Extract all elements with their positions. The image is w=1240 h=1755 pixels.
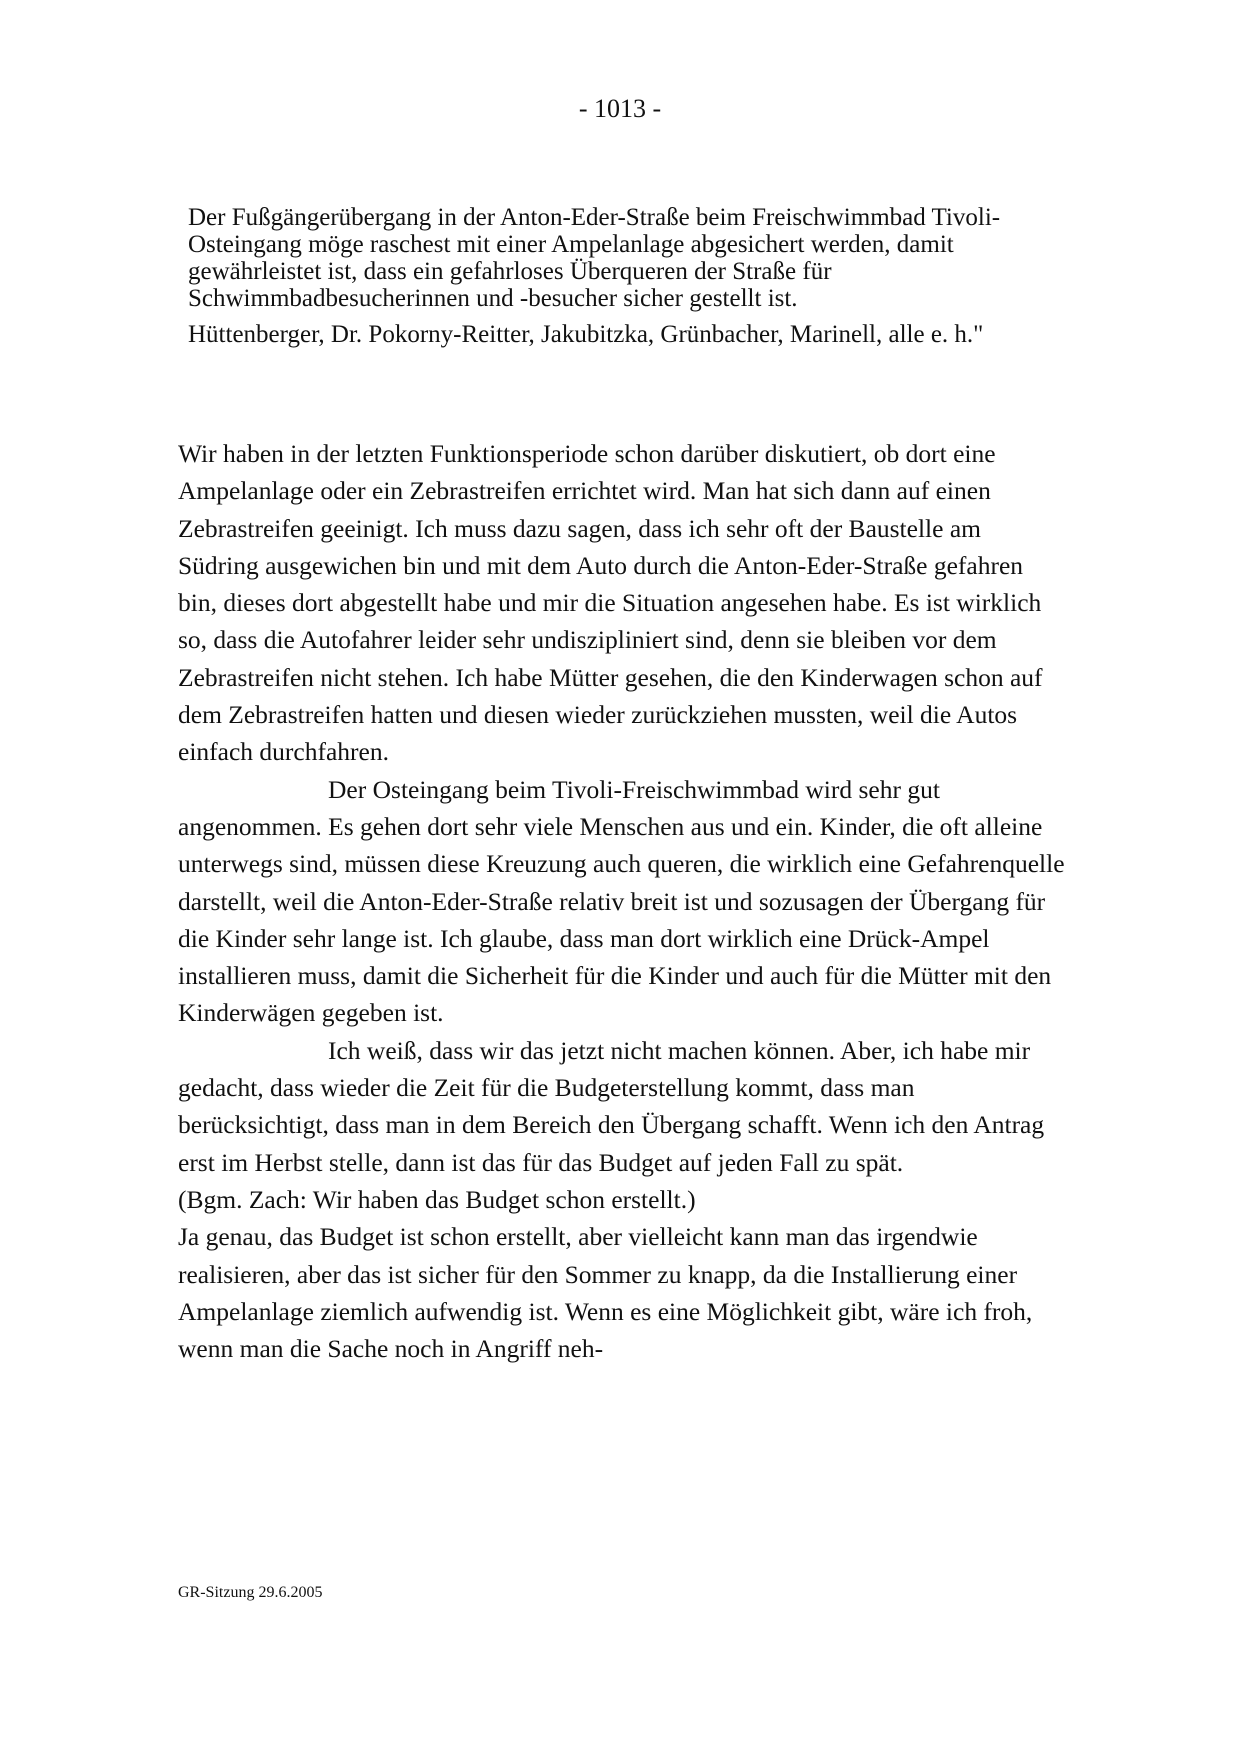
quoted-motion xyxy=(188,204,1068,350)
paragraph: Der Osteingang beim Tivoli-Freischwimmbad wird sehr gut angenommen. Es gehen dort sehr viele Menschen aus und ein. Kinder, die oft alleine unterwegs sind, müssen diese Kreuzung auch queren, die wirklich eine Gefahrenquelle darstellt, weil die Anton-Eder-Straße relativ breit ist und sozusagen der Übergang für die Kinder sehr lange ist. Ich glaube, dass man dort wirklich eine Drück-Ampel installieren muss, damit die Sicherheit für die Kinder und auch für die Mütter mit den Kinderwägen gegeben ist. xyxy=(178,774,1065,1028)
paragraph: Wir haben in der letzten Funktionsperiode schon darüber diskutiert, ob dort eine Ampelanlage oder ein Zebrastreifen errichtet wird. Man hat sich dann auf einen Zebrastreifen geeinigt. Ich muss dazu sagen, dass ich sehr oft der Baustelle am Südring ausgewichen bin und mit dem Auto durch die Anton-Eder-Straße gefahren bin, dieses dort abgestellt habe und mir die Situation angesehen habe. Es ist wirklich so, dass die Autofahrer leider sehr undiszipliniert sind, denn sie bleiben vor dem Zebrastreifen nicht stehen. Ich habe Mütter gesehen, die den Kinderwagen schon auf dem Zebrastreifen hatten und diesen wieder zurückziehen mussten, weil die Autos einfach durchfahren. xyxy=(178,439,1043,767)
paragraph: Ich weiß, dass wir das jetzt nicht machen können. Aber, ich habe mir gedacht, dass wieder die Zeit für die Budgeterstellung kommt, dass man berücksichtigt, dass man in dem Bereich den Übergang schafft. Wenn ich den Antrag erst im Herbst stelle, dann ist das für das Budget auf jeden Fall zu spät. xyxy=(178,1035,1045,1177)
speech-body xyxy=(178,435,1068,1367)
footer-session-date: GR-Sitzung 29.6.2005 xyxy=(178,1584,323,1601)
paragraph: Ja genau, das Budget ist schon erstellt, aber vielleicht kann man das irgendwie realisieren, aber das ist sicher für den Sommer zu knapp, da die Installierung einer Ampelanlage ziemlich aufwendig ist. Wenn es eine Möglichkeit gibt, wäre ich froh, wenn man die Sache noch in Angriff neh- xyxy=(178,1222,1033,1364)
page-number: - 1013 - xyxy=(578,94,662,123)
motion-text: Der Fußgängerübergang in der Anton-Eder-Straße beim Freischwimmbad Tivoli-Osteingang möge raschest mit einer Ampelanlage abgesichert werden, damit gewährleistet ist, dass ein gefahrloses Überqueren der Straße für Schwimmbadbesucherinnen und -besucher sicher gestellt ist. xyxy=(188,204,1001,312)
interjection: (Bgm. Zach: Wir haben das Budget schon erstellt.) xyxy=(178,1184,696,1214)
motion-signers: Hüttenberger, Dr. Pokorny-Reitter, Jakubitzka, Grünbacher, Marinell, alle e. h." xyxy=(188,321,984,348)
